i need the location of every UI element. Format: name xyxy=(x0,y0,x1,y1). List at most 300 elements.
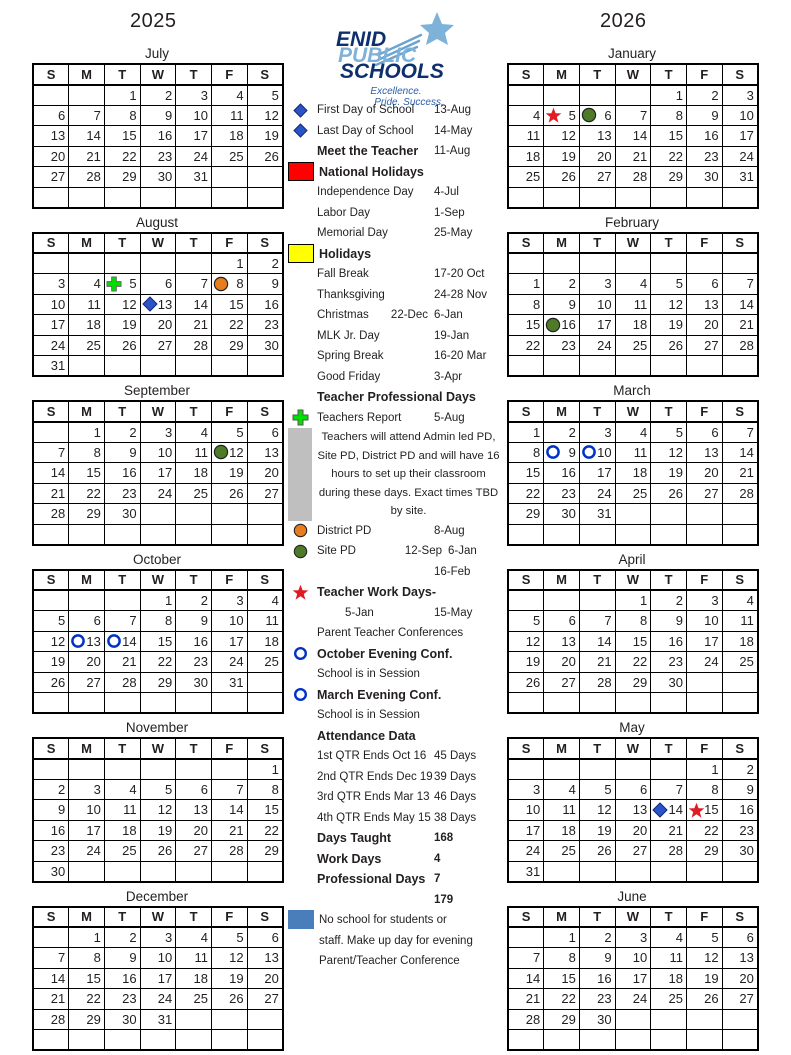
day-cell-25 xyxy=(615,483,651,504)
shooting-star-icon xyxy=(420,12,454,45)
day-cell-22 xyxy=(211,315,247,336)
day-cell-21 xyxy=(176,315,212,336)
empty-day-cell xyxy=(176,187,212,208)
empty-day-cell xyxy=(247,524,283,545)
day-cell-13 xyxy=(247,948,283,969)
legend-date: 16-20 Mar xyxy=(434,350,487,363)
weekday-header-4: T xyxy=(651,907,687,928)
day-cell-6 xyxy=(33,105,69,126)
day-number: 3 xyxy=(640,930,648,945)
empty-day-cell xyxy=(104,253,140,274)
day-cell-18 xyxy=(104,820,140,841)
day-number: 19 xyxy=(157,822,173,838)
day-number: 28 xyxy=(597,674,612,690)
day-cell-14 xyxy=(615,126,651,147)
day-number: 6 xyxy=(711,276,719,292)
day-cell-3 xyxy=(579,422,615,443)
day-cell-30 xyxy=(544,504,580,525)
spacer xyxy=(288,347,312,365)
day-number: 9 xyxy=(604,950,612,966)
day-cell-9 xyxy=(544,442,580,463)
day-number: 13 xyxy=(264,444,279,460)
day-number: 2 xyxy=(711,87,719,103)
day-number: 19 xyxy=(597,822,612,838)
spacer xyxy=(288,788,312,806)
empty-day-cell xyxy=(69,1030,105,1051)
professional-day-swatch xyxy=(288,428,312,521)
day-cell-25 xyxy=(176,483,212,504)
weekday-header-0: S xyxy=(33,738,69,759)
spacer xyxy=(288,809,312,827)
empty-day-cell xyxy=(579,524,615,545)
day-cell-20 xyxy=(544,652,580,673)
week-row xyxy=(508,315,758,336)
day-cell-4 xyxy=(651,927,687,948)
empty-day-cell xyxy=(69,253,105,274)
day-number: 14 xyxy=(50,465,66,481)
week-row xyxy=(508,187,758,208)
spacer xyxy=(288,224,312,242)
month-august xyxy=(32,213,282,378)
day-number: 20 xyxy=(193,822,208,838)
day-cell-20 xyxy=(33,146,69,167)
day-number: 7 xyxy=(640,107,648,123)
day-number: 29 xyxy=(561,1011,576,1027)
legend-makeup-note-line-2: Parent/Teacher Conference xyxy=(319,955,460,967)
day-number: 15 xyxy=(668,128,683,144)
day-cell-16 xyxy=(33,820,69,841)
day-number: 29 xyxy=(86,506,101,522)
empty-day-cell xyxy=(722,693,758,714)
day-cell-19 xyxy=(579,820,615,841)
day-number: 15 xyxy=(561,970,576,986)
empty-day-cell xyxy=(176,1009,212,1030)
month-title: February xyxy=(604,214,660,230)
legend-label: Teachers Report xyxy=(317,411,402,424)
empty-day-cell xyxy=(69,861,105,882)
empty-day-cell xyxy=(651,356,687,377)
day-cell-5 xyxy=(651,422,687,443)
legend-date: 39 Days xyxy=(434,770,477,783)
day-cell-24 xyxy=(722,146,758,167)
day-number: 2 xyxy=(57,781,66,797)
week-row xyxy=(508,611,758,632)
day-number: 18 xyxy=(122,822,137,838)
day-cell-4 xyxy=(615,422,651,443)
week-row xyxy=(508,590,758,611)
day-cell-1 xyxy=(508,422,544,443)
day-number: 19 xyxy=(525,654,541,670)
day-cell-6 xyxy=(140,274,176,295)
month-grid xyxy=(507,737,759,883)
day-cell-16 xyxy=(544,315,580,336)
day-number: 1 xyxy=(236,256,244,271)
day-cell-29 xyxy=(69,1009,105,1030)
legend-date: 19-Jan xyxy=(434,329,470,342)
day-cell-5 xyxy=(651,274,687,295)
day-cell-9 xyxy=(33,800,69,821)
day-number: 22 xyxy=(632,654,648,670)
day-number: 15 xyxy=(157,633,173,649)
day-cell-13 xyxy=(579,126,615,147)
day-number: 15 xyxy=(525,317,541,333)
week-row xyxy=(508,167,758,188)
day-number: 1 xyxy=(675,87,683,103)
day-number: 20 xyxy=(264,465,279,481)
red-star-icon xyxy=(688,802,704,818)
empty-day-cell xyxy=(615,1030,651,1051)
day-cell-6 xyxy=(686,274,722,295)
day-cell-4 xyxy=(247,590,283,611)
day-cell-23 xyxy=(104,989,140,1010)
blue-ring-icon xyxy=(70,633,86,649)
day-number: 21 xyxy=(122,654,137,670)
day-number: 4 xyxy=(675,930,683,945)
week-row xyxy=(508,274,758,295)
day-number: 18 xyxy=(525,148,541,164)
empty-day-cell xyxy=(104,524,140,545)
day-number: 26 xyxy=(525,674,541,690)
day-cell-21 xyxy=(69,146,105,167)
day-number: 18 xyxy=(632,317,648,333)
empty-day-cell xyxy=(104,1030,140,1051)
day-number: 17 xyxy=(157,970,173,986)
weekday-header-0: S xyxy=(508,64,544,85)
day-number: 15 xyxy=(264,802,279,818)
legend-label: Labor Day xyxy=(317,206,371,219)
day-cell-21 xyxy=(579,652,615,673)
empty-day-cell xyxy=(211,759,247,780)
weekday-header-1: M xyxy=(69,738,105,759)
empty-day-cell xyxy=(651,759,687,780)
day-cell-17 xyxy=(140,968,176,989)
weekday-header-0: S xyxy=(508,401,544,422)
day-number: 21 xyxy=(597,654,612,670)
day-cell-31 xyxy=(579,504,615,525)
week-row xyxy=(33,524,283,545)
weekday-header-2: T xyxy=(579,907,615,928)
day-cell-24 xyxy=(579,335,615,356)
day-number: 17 xyxy=(193,128,208,144)
empty-day-cell xyxy=(33,422,69,443)
day-number: 9 xyxy=(746,781,754,797)
day-cell-13 xyxy=(686,294,722,315)
legend-pd-note-line-3: during these days. Exact times TBD xyxy=(318,486,499,499)
day-number: 8 xyxy=(568,950,576,966)
makeup-day-swatch xyxy=(288,910,314,929)
day-cell-7 xyxy=(722,274,758,295)
day-cell-29 xyxy=(140,672,176,693)
day-number: 31 xyxy=(739,169,754,185)
empty-day-cell xyxy=(33,85,69,106)
day-number: 27 xyxy=(561,674,576,690)
weekday-header-row xyxy=(508,907,758,928)
day-cell-2 xyxy=(104,422,140,443)
legend-label: Last Day of School xyxy=(317,124,414,137)
day-cell-30 xyxy=(176,672,212,693)
month-title: September xyxy=(123,383,191,398)
day-cell-30 xyxy=(686,167,722,188)
day-number: 31 xyxy=(525,863,541,879)
day-number: 20 xyxy=(739,970,754,986)
day-number: 24 xyxy=(704,654,719,670)
legend-meet-the-teacher xyxy=(288,141,500,162)
holiday-swatch xyxy=(288,244,314,263)
day-number: 23 xyxy=(704,148,719,164)
day-number: 12 xyxy=(229,950,244,966)
day-number: 5 xyxy=(675,276,683,292)
day-number: 7 xyxy=(129,613,137,629)
day-number: 29 xyxy=(157,674,173,690)
day-cell-18 xyxy=(176,968,212,989)
day-number: 25 xyxy=(525,169,541,185)
week-row xyxy=(508,146,758,167)
day-cell-5 xyxy=(140,779,176,800)
day-number: 16 xyxy=(704,128,719,144)
empty-day-cell xyxy=(544,590,580,611)
day-number: 31 xyxy=(157,1011,173,1027)
day-number: 12 xyxy=(561,128,576,144)
day-cell-10 xyxy=(69,800,105,821)
day-number: 22 xyxy=(157,654,173,670)
week-row xyxy=(33,442,283,463)
day-number: 2 xyxy=(675,593,683,608)
empty-day-cell xyxy=(544,759,580,780)
green-circle-icon xyxy=(213,444,229,460)
week-row xyxy=(33,126,283,147)
week-row xyxy=(33,927,283,948)
empty-day-cell xyxy=(211,861,247,882)
day-number: 19 xyxy=(561,148,576,164)
legend-date: 6-Jan xyxy=(434,309,463,322)
day-number: 26 xyxy=(229,485,244,501)
legend-label: Memorial Day xyxy=(317,227,388,240)
day-cell-12 xyxy=(33,631,69,652)
empty-day-cell xyxy=(579,253,615,274)
empty-day-cell xyxy=(579,1030,615,1051)
day-number: 7 xyxy=(57,444,66,460)
day-cell-2 xyxy=(579,927,615,948)
day-cell-21 xyxy=(651,820,687,841)
legend-parent-teacher-conferences-heading xyxy=(288,623,500,644)
day-number: 13 xyxy=(86,633,101,649)
empty-day-cell xyxy=(247,1009,283,1030)
empty-day-cell xyxy=(211,524,247,545)
day-number: 16 xyxy=(739,802,754,818)
day-number: 3 xyxy=(57,276,66,292)
weekday-header-6: S xyxy=(722,907,758,928)
day-number: 24 xyxy=(193,148,208,164)
day-cell-26 xyxy=(686,989,722,1010)
day-cell-26 xyxy=(544,167,580,188)
day-number: 19 xyxy=(704,970,719,986)
day-number: 1 xyxy=(640,593,648,608)
day-number: 29 xyxy=(86,1011,101,1027)
day-number: 12 xyxy=(668,296,683,312)
day-cell-8 xyxy=(211,274,247,295)
day-cell-11 xyxy=(104,800,140,821)
day-cell-4 xyxy=(176,927,212,948)
empty-day-cell xyxy=(579,693,615,714)
month-title: August xyxy=(135,214,179,230)
day-cell-15 xyxy=(651,126,687,147)
week-row xyxy=(508,105,758,126)
day-number: 16 xyxy=(668,633,683,649)
legend-label: Professional Days xyxy=(317,872,426,887)
week-row xyxy=(508,356,758,377)
day-cell-23 xyxy=(544,483,580,504)
weekday-header-2: T xyxy=(579,738,615,759)
logo-text-enid: ENID xyxy=(336,28,387,51)
day-cell-28 xyxy=(722,483,758,504)
week-row xyxy=(508,483,758,504)
legend-label: Spring Break xyxy=(317,350,384,363)
weekday-header-2: T xyxy=(104,738,140,759)
day-cell-12 xyxy=(140,800,176,821)
day-cell-16 xyxy=(579,968,615,989)
blue-ring-icon xyxy=(288,645,312,663)
week-row xyxy=(508,693,758,714)
day-cell-11 xyxy=(508,126,544,147)
empty-day-cell xyxy=(176,253,212,274)
day-cell-2 xyxy=(104,927,140,948)
legend-national-holidays-heading xyxy=(288,162,500,183)
day-cell-10 xyxy=(176,105,212,126)
day-cell-21 xyxy=(722,315,758,336)
day-number: 10 xyxy=(229,613,244,629)
legend-label: Work Days xyxy=(317,851,382,866)
day-number: 27 xyxy=(704,337,719,353)
day-cell-20 xyxy=(140,315,176,336)
day-cell-22 xyxy=(615,652,651,673)
empty-day-cell xyxy=(69,590,105,611)
empty-day-cell xyxy=(247,861,283,882)
week-row xyxy=(508,85,758,106)
day-number: 22 xyxy=(229,317,244,333)
day-number: 25 xyxy=(632,485,648,501)
empty-day-cell xyxy=(722,504,758,525)
empty-day-cell xyxy=(211,356,247,377)
day-number: 9 xyxy=(57,802,66,818)
day-cell-11 xyxy=(544,800,580,821)
weekday-header-6: S xyxy=(722,233,758,254)
spacer xyxy=(288,388,312,406)
day-number: 3 xyxy=(165,930,173,945)
day-cell-28 xyxy=(33,504,69,525)
weekday-header-6: S xyxy=(247,401,283,422)
day-number: 25 xyxy=(193,991,208,1007)
spacer xyxy=(288,870,312,888)
day-cell-11 xyxy=(176,442,212,463)
blue-ring-icon xyxy=(581,444,597,460)
logo-graphic xyxy=(318,4,474,88)
day-cell-3 xyxy=(33,274,69,295)
day-cell-24 xyxy=(615,989,651,1010)
day-number: 4 xyxy=(568,781,576,797)
day-cell-29 xyxy=(615,672,651,693)
logo-text-public: PUBLIC xyxy=(338,44,417,67)
week-row xyxy=(33,611,283,632)
day-number: 13 xyxy=(193,802,208,818)
empty-day-cell xyxy=(651,1030,687,1051)
weekday-header-1: M xyxy=(69,907,105,928)
weekday-header-0: S xyxy=(33,907,69,928)
day-cell-11 xyxy=(211,105,247,126)
week-row xyxy=(508,442,758,463)
day-cell-21 xyxy=(211,820,247,841)
day-cell-16 xyxy=(247,294,283,315)
month-grid xyxy=(32,737,284,883)
day-cell-19 xyxy=(33,652,69,673)
day-number: 15 xyxy=(229,296,244,312)
day-number: 14 xyxy=(525,970,541,986)
day-number: 8 xyxy=(93,444,101,460)
day-cell-18 xyxy=(508,146,544,167)
empty-day-cell xyxy=(508,524,544,545)
day-cell-14 xyxy=(579,631,615,652)
weekday-header-3: W xyxy=(140,64,176,85)
empty-day-cell xyxy=(176,524,212,545)
empty-day-cell xyxy=(615,356,651,377)
day-cell-26 xyxy=(33,672,69,693)
day-number: 26 xyxy=(704,991,719,1007)
day-cell-14 xyxy=(508,968,544,989)
day-number: 1 xyxy=(532,424,541,440)
day-number: 12 xyxy=(157,802,173,818)
weekday-header-6: S xyxy=(722,64,758,85)
day-cell-5 xyxy=(579,779,615,800)
day-number: 15 xyxy=(86,465,101,481)
day-number: 30 xyxy=(264,337,279,353)
day-number: 16 xyxy=(561,317,576,333)
weekday-header-0: S xyxy=(33,233,69,254)
empty-day-cell xyxy=(508,187,544,208)
legend-label: Holidays xyxy=(319,246,372,261)
day-cell-16 xyxy=(140,126,176,147)
day-number: 5 xyxy=(129,276,137,292)
day-cell-10 xyxy=(686,611,722,632)
day-number: 4 xyxy=(746,593,754,608)
day-number: 5 xyxy=(57,613,66,629)
day-cell-17 xyxy=(33,315,69,336)
weekday-header-row xyxy=(508,738,758,759)
legend-work-day-date-2: 15-May xyxy=(434,606,473,619)
empty-day-cell xyxy=(615,187,651,208)
day-number: 19 xyxy=(668,317,683,333)
day-cell-12 xyxy=(686,948,722,969)
day-cell-31 xyxy=(140,1009,176,1030)
day-cell-19 xyxy=(651,315,687,336)
day-cell-17 xyxy=(211,631,247,652)
spacer xyxy=(288,706,312,724)
day-cell-12 xyxy=(508,631,544,652)
day-number: 14 xyxy=(122,633,137,649)
day-cell-23 xyxy=(686,146,722,167)
day-number: 11 xyxy=(123,802,137,818)
day-number: 20 xyxy=(704,317,719,333)
day-cell-23 xyxy=(104,483,140,504)
legend-date-2: 6-Jan xyxy=(448,545,477,558)
legend-date: 13-Aug xyxy=(434,104,472,117)
day-cell-1 xyxy=(544,927,580,948)
day-number: 23 xyxy=(122,991,137,1007)
weekday-header-5: F xyxy=(686,233,722,254)
empty-day-cell xyxy=(69,759,105,780)
day-cell-5 xyxy=(104,274,140,295)
legend-date: 5-Aug xyxy=(434,411,465,424)
day-cell-8 xyxy=(140,611,176,632)
day-cell-31 xyxy=(211,672,247,693)
